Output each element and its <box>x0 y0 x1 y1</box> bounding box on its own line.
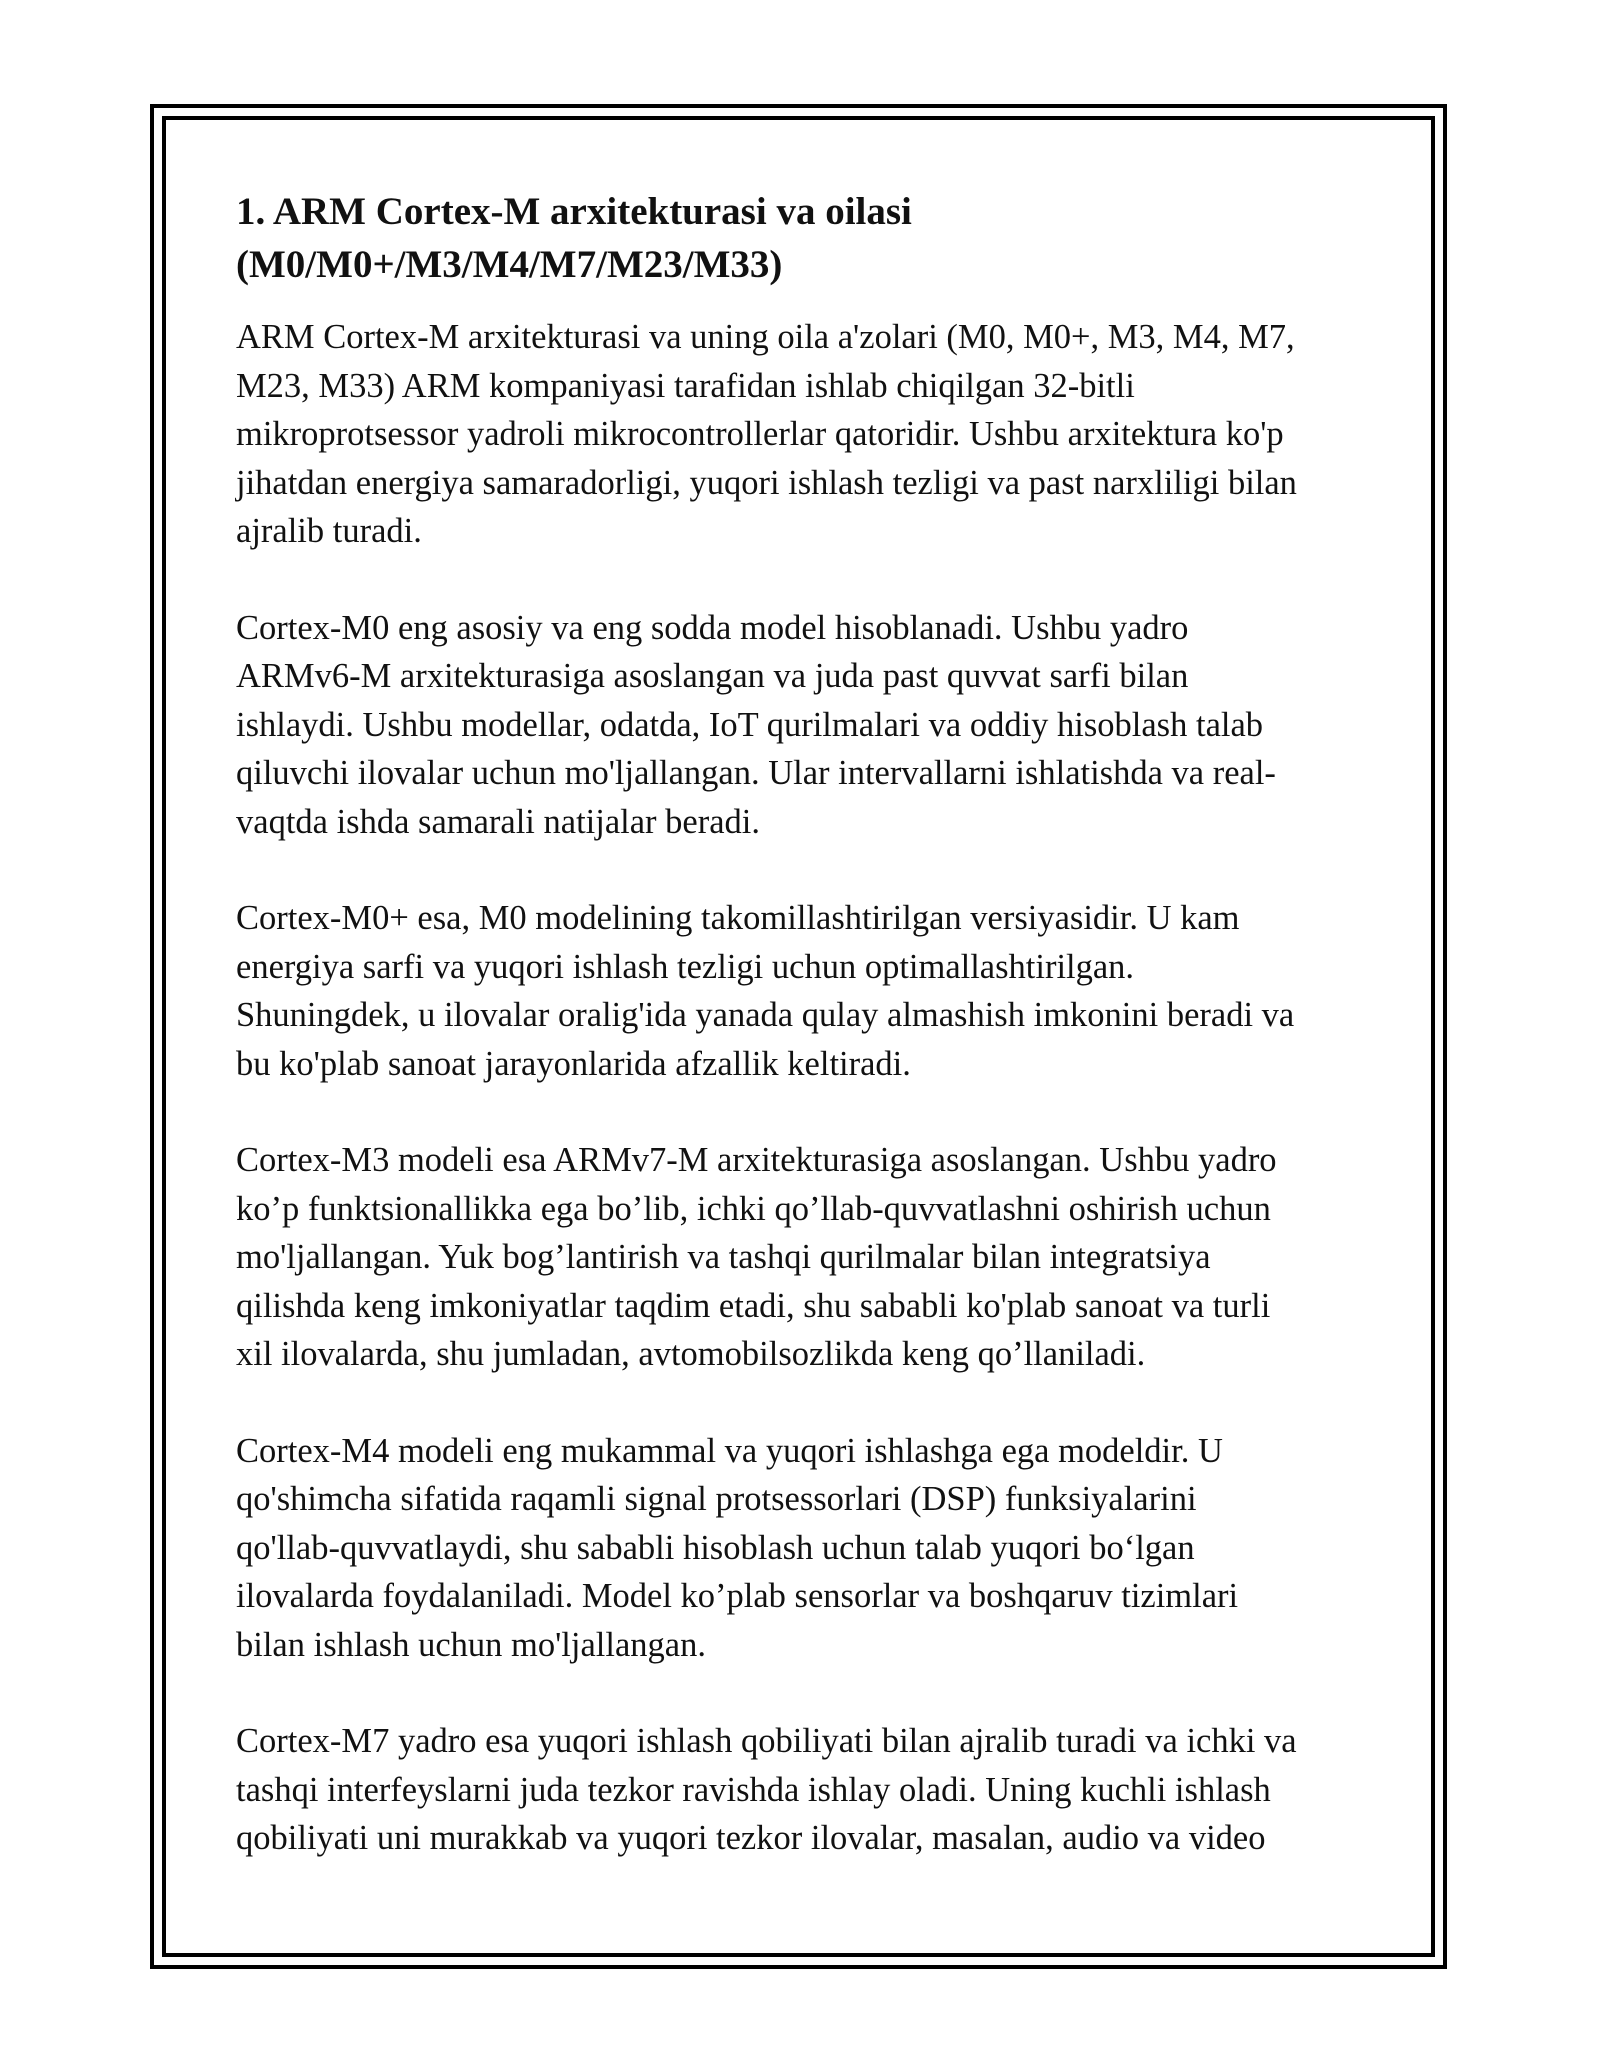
text-line: energiya sarfi va yuqori ishlash tezligi uchun optimallashtirilgan. <box>236 947 1135 986</box>
text-line: Shuningdek, u ilovalar oralig'ida yanada qulay almashish imkonini beradi va <box>236 996 1295 1034</box>
text-line: qobiliyati uni murakkab va yuqori tezkor ilovalar, masalan, audio va video <box>236 1819 1266 1857</box>
text-line: qo'shimcha sifatida raqamli signal protsessorlari (DSP) funksiyalarini <box>236 1480 1197 1518</box>
paragraph-cortex-m3 <box>236 1136 1381 1379</box>
paragraph-intro <box>236 313 1381 556</box>
heading-line: (M0/M0+/M3/M4/M7/M23/M33) <box>236 243 783 286</box>
text-line: mo'ljallangan. Yuk bog’lantirish va tashqi qurilmalar bilan integratsiya <box>236 1238 1211 1276</box>
paragraph-cortex-m7 <box>236 1717 1381 1863</box>
heading-line: 1. ARM Cortex-M arxitekturasi va oilasi <box>236 190 912 233</box>
text-line: qiluvchi ilovalar uchun mo'ljallangan. Ular intervallarni ishlatishda va real- <box>236 754 1276 792</box>
text-line: jihatdan energiya samaradorligi, yuqori ishlash tezligi va past narxliligi bilan <box>236 463 1297 502</box>
text-line: ilovalarda foydalaniladi. Model ko’plab sensorlar va boshqaruv tizimlari <box>236 1577 1239 1615</box>
text-line: Cortex-M3 modeli esa ARMv7-M arxitekturasiga asoslangan. Ushbu yadro <box>236 1141 1277 1179</box>
text-line: tashqi interfeyslarni juda tezkor ravishda ishlay oladi. Uning kuchli ishlash <box>236 1770 1271 1809</box>
text-line: vaqtda ishda samarali natijalar beradi. <box>236 802 760 841</box>
text-line: qilishda keng imkoniyatlar taqdim etadi, shu sababli ko'plab sanoat va turli <box>236 1286 1271 1325</box>
text-line: ARMv6-M arxitekturasiga asoslangan va juda past quvvat sarfi bilan <box>236 657 1189 695</box>
document-body <box>236 185 1381 1911</box>
text-line: qo'llab-quvvatlaydi, shu sababli hisoblash uchun talab yuqori bo‘lgan <box>236 1528 1195 1567</box>
text-line: ishlaydi. Ushbu modellar, odatda, IoT qurilmalari va oddiy hisoblash talab <box>236 705 1264 744</box>
text-line: bu ko'plab sanoat jarayonlarida afzallik keltiradi. <box>236 1044 911 1083</box>
text-line: bilan ishlash uchun mo'ljallangan. <box>236 1625 706 1664</box>
text-line: Cortex-M0 eng asosiy va eng sodda model hisoblanadi. Ushbu yadro <box>236 608 1189 647</box>
paragraph-cortex-m0-plus <box>236 894 1381 1088</box>
text-line: xil ilovalarda, shu jumladan, avtomobilsozlikda keng qo’llaniladi. <box>236 1335 1146 1373</box>
text-line: M23, M33) ARM kompaniyasi tarafidan ishlab chiqilgan 32-bitli <box>236 366 1135 405</box>
section-heading <box>236 185 1381 291</box>
text-line: mikroprotsessor yadroli mikrocontrollerlar qatoridir. Ushbu arxitektura ko'p <box>236 415 1284 453</box>
text-line: ARM Cortex-M arxitekturasi va uning oila a'zolari (M0, M0+, M3, M4, M7, <box>236 318 1295 356</box>
text-line: Cortex-M4 modeli eng mukammal va yuqori ishlashga ega modeldir. U <box>236 1431 1223 1470</box>
text-line: ajralib turadi. <box>236 512 422 550</box>
text-line: ko’p funktsionallikka ega bo’lib, ichki qo’llab-quvvatlashni oshirish uchun <box>236 1189 1271 1228</box>
paragraph-cortex-m4 <box>236 1427 1381 1670</box>
paragraph-cortex-m0 <box>236 604 1381 847</box>
text-line: Cortex-M7 yadro esa yuqori ishlash qobiliyati bilan ajralib turadi va ichki va <box>236 1722 1297 1760</box>
text-line: Cortex-M0+ esa, M0 modelining takomillashtirilgan versiyasidir. U kam <box>236 899 1240 937</box>
